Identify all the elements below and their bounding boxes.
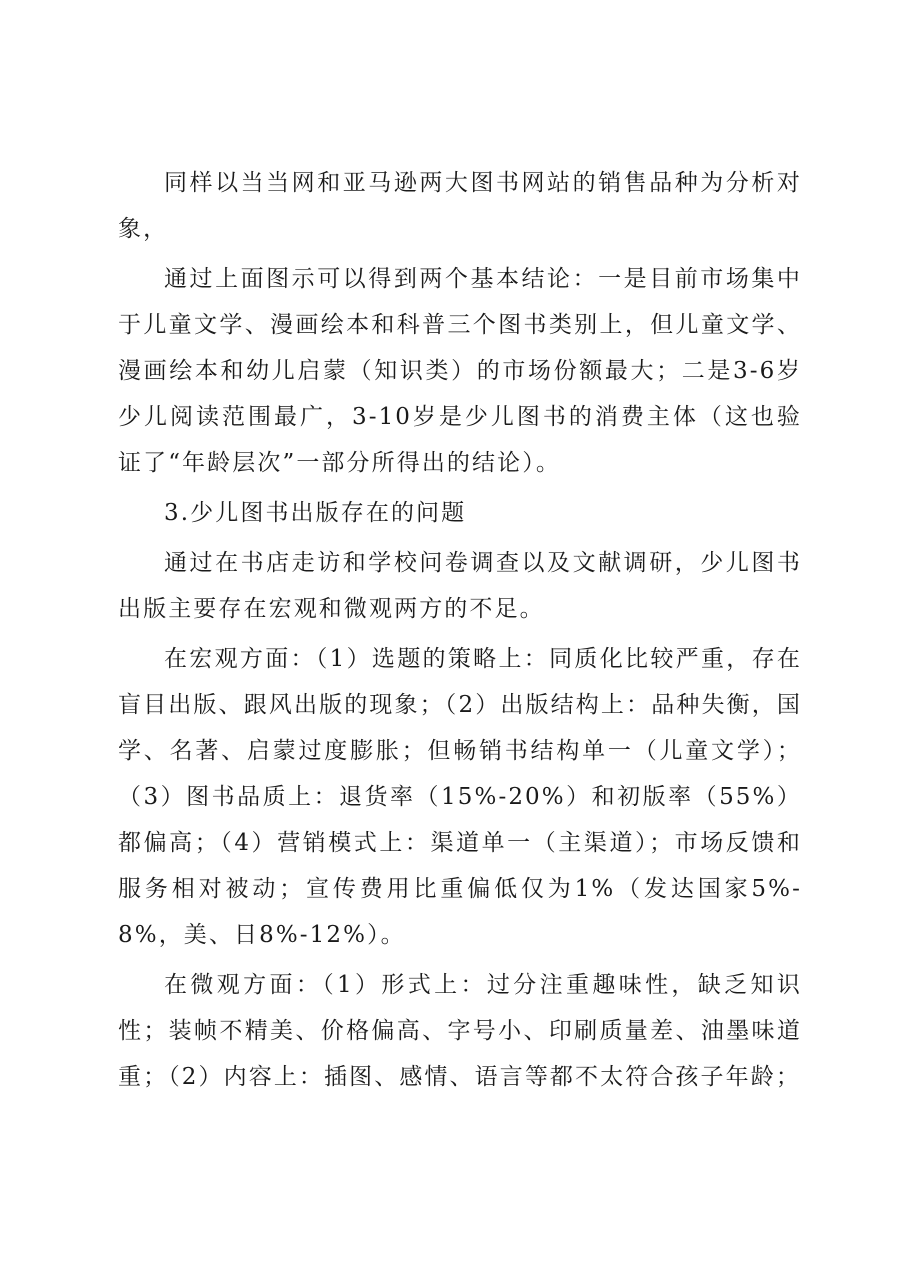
document-body [118, 160, 802, 1104]
section-heading-problems: 3.少儿图书出版存在的问题 [164, 500, 467, 526]
paragraph-micro-aspects: 在微观方面：（1）形式上：过分注重趣味性，缺乏知识性；装帧不精美、价格偏高、字号小、印刷质量差、油墨味道重；（2）内容上：插图、感情、语言等都不太符合孩子年龄； [118, 972, 802, 1090]
paragraph-basic-conclusions: 通过上面图示可以得到两个基本结论：一是目前市场集中于儿童文学、漫画绘本和科普三个图书类别上，但儿童文学、漫画绘本和幼儿启蒙（知识类）的市场份额最大；二是3-6岁少儿阅读范围最广，3-10岁是少儿图书的消费主体（这也验证了“年龄层次”一部分所得出的结论）。 [118, 266, 802, 476]
paragraph-research-methods: 通过在书店走访和学校问卷调查以及文献调研，少儿图书出版主要存在宏观和微观两方的不足。 [118, 550, 802, 622]
paragraph-macro-aspects: 在宏观方面：（1）选题的策略上：同质化比较严重，存在盲目出版、跟风出版的现象；（2）出版结构上：品种失衡，国学、名著、启蒙过度膨胀；但畅销书结构单一（儿童文学）；（3）图书品质上：退货率（15%-20%）和初版率（55%）都偏高；（4）营销模式上：渠道单一（主渠道）；市场反馈和服务相对被动；宣传费用比重偏低仅为1%（发达国家5%-8%，美、日8%-12%）。 [118, 646, 802, 948]
paragraph-analysis-object: 同样以当当网和亚马逊两大图书网站的销售品种为分析对象， [118, 170, 802, 242]
